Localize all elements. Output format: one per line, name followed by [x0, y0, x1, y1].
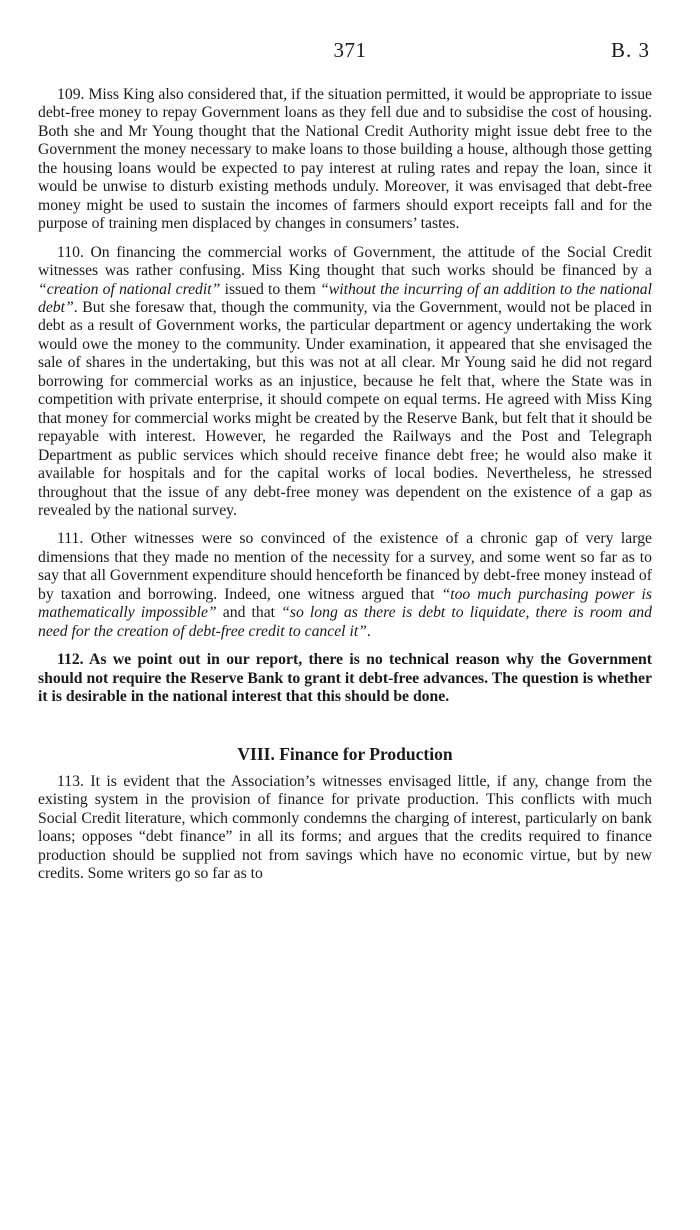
paragraph-111-text-a: 111. Other witnesses were so convinced of the existence of a chronic gap of very large dimensions that they made no mention of the necessity for a survey, and some went so far as to say that all Government expenditure should henceforth be financed by debt-free money instead of by taxation and borrowing. Indeed, one witness argued that	[38, 530, 652, 603]
paragraph-111-text-b: and that	[216, 604, 282, 622]
document-body	[38, 86, 652, 894]
paragraph-110	[38, 244, 652, 521]
paragraph-109: 109. Miss King also considered that, if the situation permitted, it would be appropriate to issue debt-free money to repay Government loans as they fell due and to subsidise the cost of housing. Both she and Mr Young thought that the National Credit Authority might issue debt free to the Government the money necessary to make loans to those building a house, although those getting the housing loans would be expected to pay interest at ruling rates and repay the loan, since it would be unwise to disturb existing methods unduly. Moreover, it was envisaged that debt-free money might be used to sustain the incomes of farmers should export receipts fall and for the purpose of training men displaced by changes in consumers’ tastes.	[38, 86, 652, 233]
paragraph-110-text-c: . But she foresaw that, though the community, via the Government, would not be placed in debt as a result of Government works, the particular department or agency undertaking the work would owe the money to the community. Under examination, it appeared that she envisaged the sale of shares in the undertaking, but this was not at all clear. Mr Young said he did not regard borrowing for commercial works as an injustice, because he felt that, where the State was in competition with private enterprise, it should compete on equal terms. He agreed with Miss King that money for commercial works might be created by the Reserve Bank, but felt that it should be repayable with interest. However, he regarded the Railways and the Post and Telegraph Department as public services which should receive finance debt free; he would also make it available for hospitals and for the capital works of local bodies. Nevertheless, he stressed throughout that the issue of any debt-free money was dependent on the existence of a gap as revealed by the national survey.	[38, 298, 652, 519]
quote-purchasing-power: “too much purchasing power is mathematically impossible”	[38, 585, 652, 622]
section-heading: VIII. Finance for Production	[237, 743, 453, 764]
paragraph-112: 112. As we point out in our report, there is no technical reason why the Government should not require the Reserve Bank to grant it debt-free advances. The question is whether it is desirable in the national interest that this should be done.	[38, 651, 652, 706]
quote-creation-of-national-credit: “creation of national credit”	[38, 280, 221, 298]
quote-debt-free-credit: “so long as there is debt to liquidate, there is room and need for the creation of debt-free credit to cancel it”	[38, 604, 652, 640]
paragraph-113: 113. It is evident that the Association’s witnesses envisaged little, if any, change from the existing system in the provision of finance for private production. This conflicts with much Social Credit literature, which commonly condemns the charging of interest, particularly on bank loans; opposes “debt finance” in all its forms; and argues that the credits required to finance production should be supplied not from savings which have no economic virtue, but by new credits. Some writers go so far as to	[38, 772, 652, 883]
series-code: B. 3	[610, 38, 650, 62]
paragraph-110-text-b: issued to them	[220, 280, 321, 298]
quote-without-national-debt: “without the incurring of an addition to the national debt”	[38, 280, 652, 316]
paragraph-110-text-a: 110. On financing the commercial works of Government, the attitude of the Social Credit witnesses was rather confusing. Miss King thought that such works should be financed by a	[38, 243, 652, 280]
paragraph-111	[38, 530, 652, 641]
page-number: 371	[333, 38, 367, 62]
paragraph-111-text-c: .	[366, 622, 371, 640]
